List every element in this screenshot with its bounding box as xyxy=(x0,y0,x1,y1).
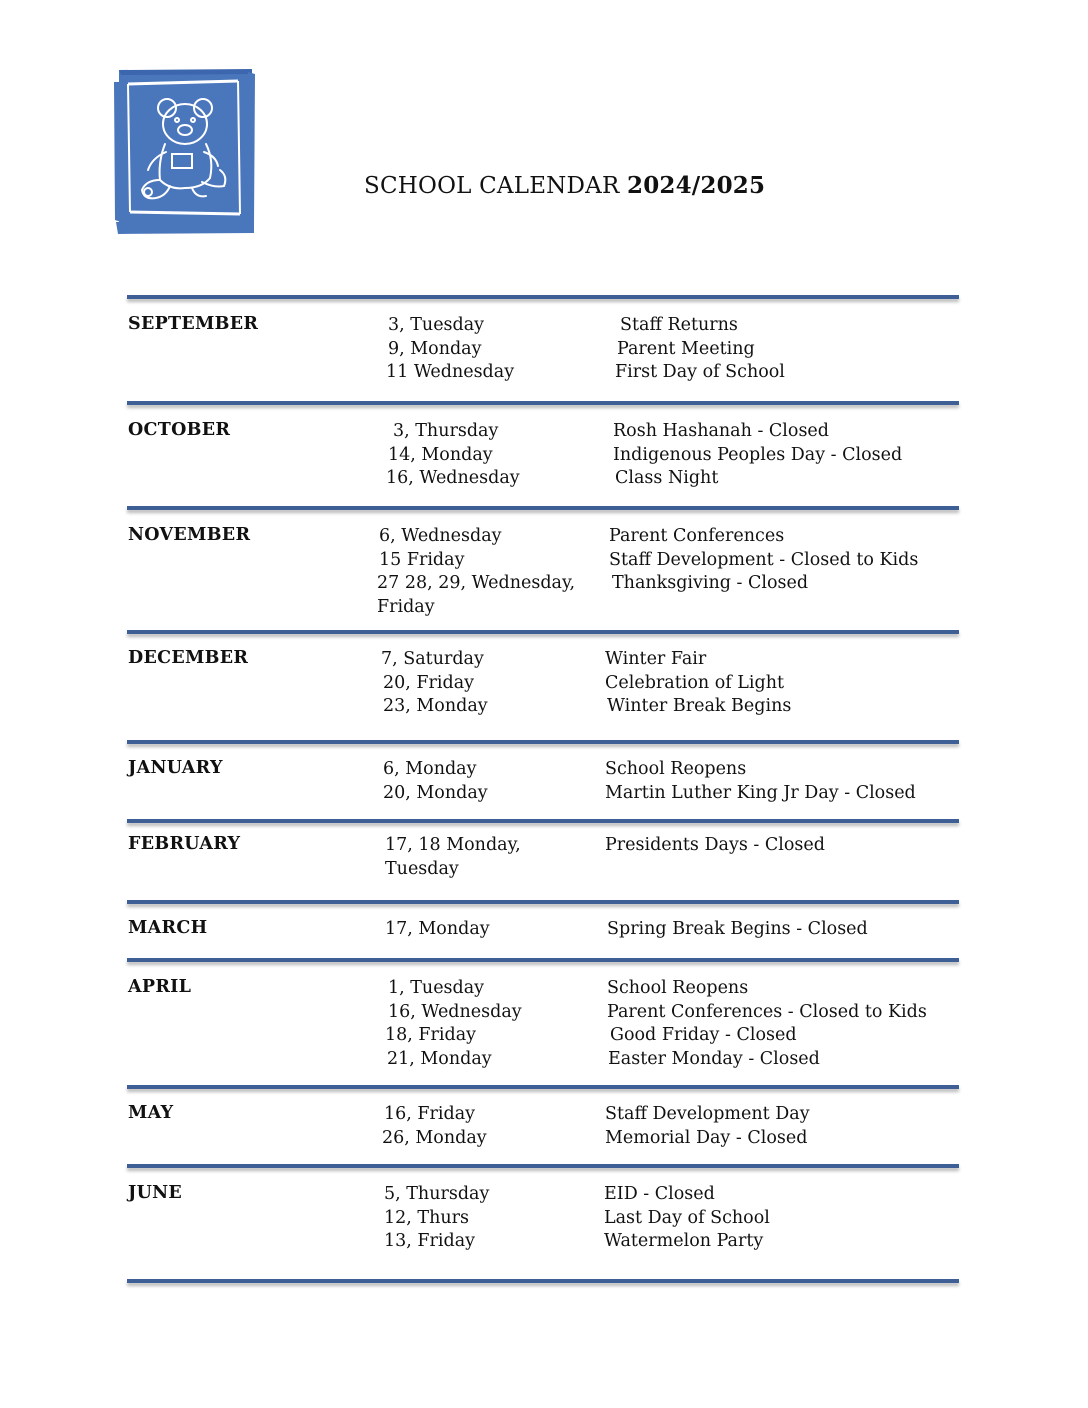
section-divider xyxy=(127,740,959,744)
event-column xyxy=(605,648,792,719)
section-divider xyxy=(127,401,959,405)
event-column xyxy=(607,977,927,1071)
date-entry: 20, Monday xyxy=(383,782,488,803)
date-entry: 3, Thursday xyxy=(393,421,499,441)
event-column xyxy=(605,834,825,858)
month-name: JANUARY xyxy=(128,758,223,778)
date-entry: 13, Friday xyxy=(384,1231,476,1251)
date-entry: 6, Monday xyxy=(383,759,477,779)
date-entry: 11 Wednesday xyxy=(386,362,515,382)
date-column xyxy=(386,420,520,491)
event-entry: School Reopens xyxy=(607,978,749,998)
month-name: JUNE xyxy=(128,1183,183,1203)
event-entry: Thanksgiving - Closed xyxy=(612,573,809,593)
school-logo xyxy=(110,62,260,237)
month-name: MAY xyxy=(128,1103,174,1123)
event-column xyxy=(604,1183,770,1254)
event-column xyxy=(607,918,868,942)
event-entry: Martin Luther King Jr Day - Closed xyxy=(605,782,916,803)
title-prefix: SCHOOL CALENDAR xyxy=(364,173,627,199)
section-divider xyxy=(127,958,959,962)
event-column xyxy=(613,420,902,491)
date-entry: 16, Wednesday xyxy=(386,468,520,488)
date-entry: 16, Friday xyxy=(384,1104,476,1124)
date-column xyxy=(382,1103,487,1150)
event-entry: Parent Meeting xyxy=(617,338,755,359)
section-divider xyxy=(127,1279,959,1283)
date-entry: 7, Saturday xyxy=(381,649,484,669)
date-entry: 14, Monday xyxy=(388,444,493,465)
event-entry: Good Friday - Closed xyxy=(610,1025,797,1045)
date-entry: 20, Friday xyxy=(383,672,475,693)
event-entry: Rosh Hashanah - Closed xyxy=(613,421,829,441)
event-entry: Staff Returns xyxy=(620,315,738,335)
date-entry: 15 Friday xyxy=(379,549,465,570)
event-entry: EID - Closed xyxy=(604,1184,715,1204)
event-entry: Indigenous Peoples Day - Closed xyxy=(613,444,903,465)
teddy-bear-icon xyxy=(110,62,260,237)
event-entry: Memorial Day - Closed xyxy=(605,1127,808,1148)
date-column xyxy=(386,314,514,385)
date-entry: 16, Wednesday xyxy=(388,1001,522,1022)
page-title xyxy=(364,172,765,199)
date-entry: 9, Monday xyxy=(388,338,482,359)
event-entry: Staff Development Day xyxy=(605,1104,810,1124)
date-entry: 6, Wednesday xyxy=(379,526,502,546)
date-column xyxy=(381,648,486,719)
event-entry: Winter Break Begins xyxy=(607,696,792,716)
date-column xyxy=(384,1183,489,1254)
event-entry: Parent Conferences xyxy=(609,526,785,546)
title-year: 2024/2025 xyxy=(626,172,766,199)
event-column xyxy=(605,758,916,805)
date-column xyxy=(385,977,522,1071)
event-entry: Presidents Days - Closed xyxy=(605,835,825,855)
date-entry: 21, Monday xyxy=(387,1048,492,1069)
date-column xyxy=(377,525,597,619)
event-column xyxy=(605,1103,810,1150)
month-name: NOVEMBER xyxy=(128,525,251,545)
event-entry: Last Day of School xyxy=(604,1207,770,1228)
month-name: SEPTEMBER xyxy=(128,314,259,334)
date-entry: 27 28, 29, Wednesday, Friday xyxy=(377,573,576,617)
date-entry: 17, Monday xyxy=(385,919,490,939)
date-entry: 1, Tuesday xyxy=(388,978,485,998)
date-column xyxy=(385,918,490,942)
date-entry: 3, Tuesday xyxy=(388,315,485,335)
event-entry: Class Night xyxy=(615,468,719,488)
section-divider xyxy=(127,1164,959,1168)
month-name: APRIL xyxy=(128,977,192,997)
date-entry: 17, 18 Monday, Tuesday xyxy=(385,835,521,879)
event-entry: Parent Conferences - Closed to Kids xyxy=(607,1001,927,1022)
event-entry: Staff Development - Closed to Kids xyxy=(609,549,919,570)
section-divider xyxy=(127,630,959,634)
event-entry: Watermelon Party xyxy=(604,1231,764,1251)
date-entry: 26, Monday xyxy=(382,1127,487,1148)
date-entry: 5, Thursday xyxy=(384,1184,490,1204)
month-name: OCTOBER xyxy=(128,420,231,440)
section-divider xyxy=(127,1085,959,1089)
event-entry: Winter Fair xyxy=(605,649,707,669)
event-entry: Celebration of Light xyxy=(605,672,784,693)
date-entry: 18, Friday xyxy=(385,1025,477,1045)
month-name: DECEMBER xyxy=(128,648,249,668)
event-column xyxy=(609,525,918,596)
month-name: MARCH xyxy=(128,918,208,938)
event-entry: School Reopens xyxy=(605,759,747,779)
section-divider xyxy=(127,819,959,823)
event-entry: Easter Monday - Closed xyxy=(608,1048,820,1069)
month-name: FEBRUARY xyxy=(128,834,241,854)
section-divider xyxy=(127,900,959,904)
date-column xyxy=(385,834,545,881)
event-column xyxy=(615,314,785,385)
date-entry: 12, Thurs xyxy=(384,1207,469,1228)
section-divider xyxy=(127,506,959,510)
date-entry: 23, Monday xyxy=(383,696,488,716)
section-divider xyxy=(127,295,959,299)
date-column xyxy=(383,758,488,805)
event-entry: Spring Break Begins - Closed xyxy=(607,919,868,939)
event-entry: First Day of School xyxy=(615,362,785,382)
